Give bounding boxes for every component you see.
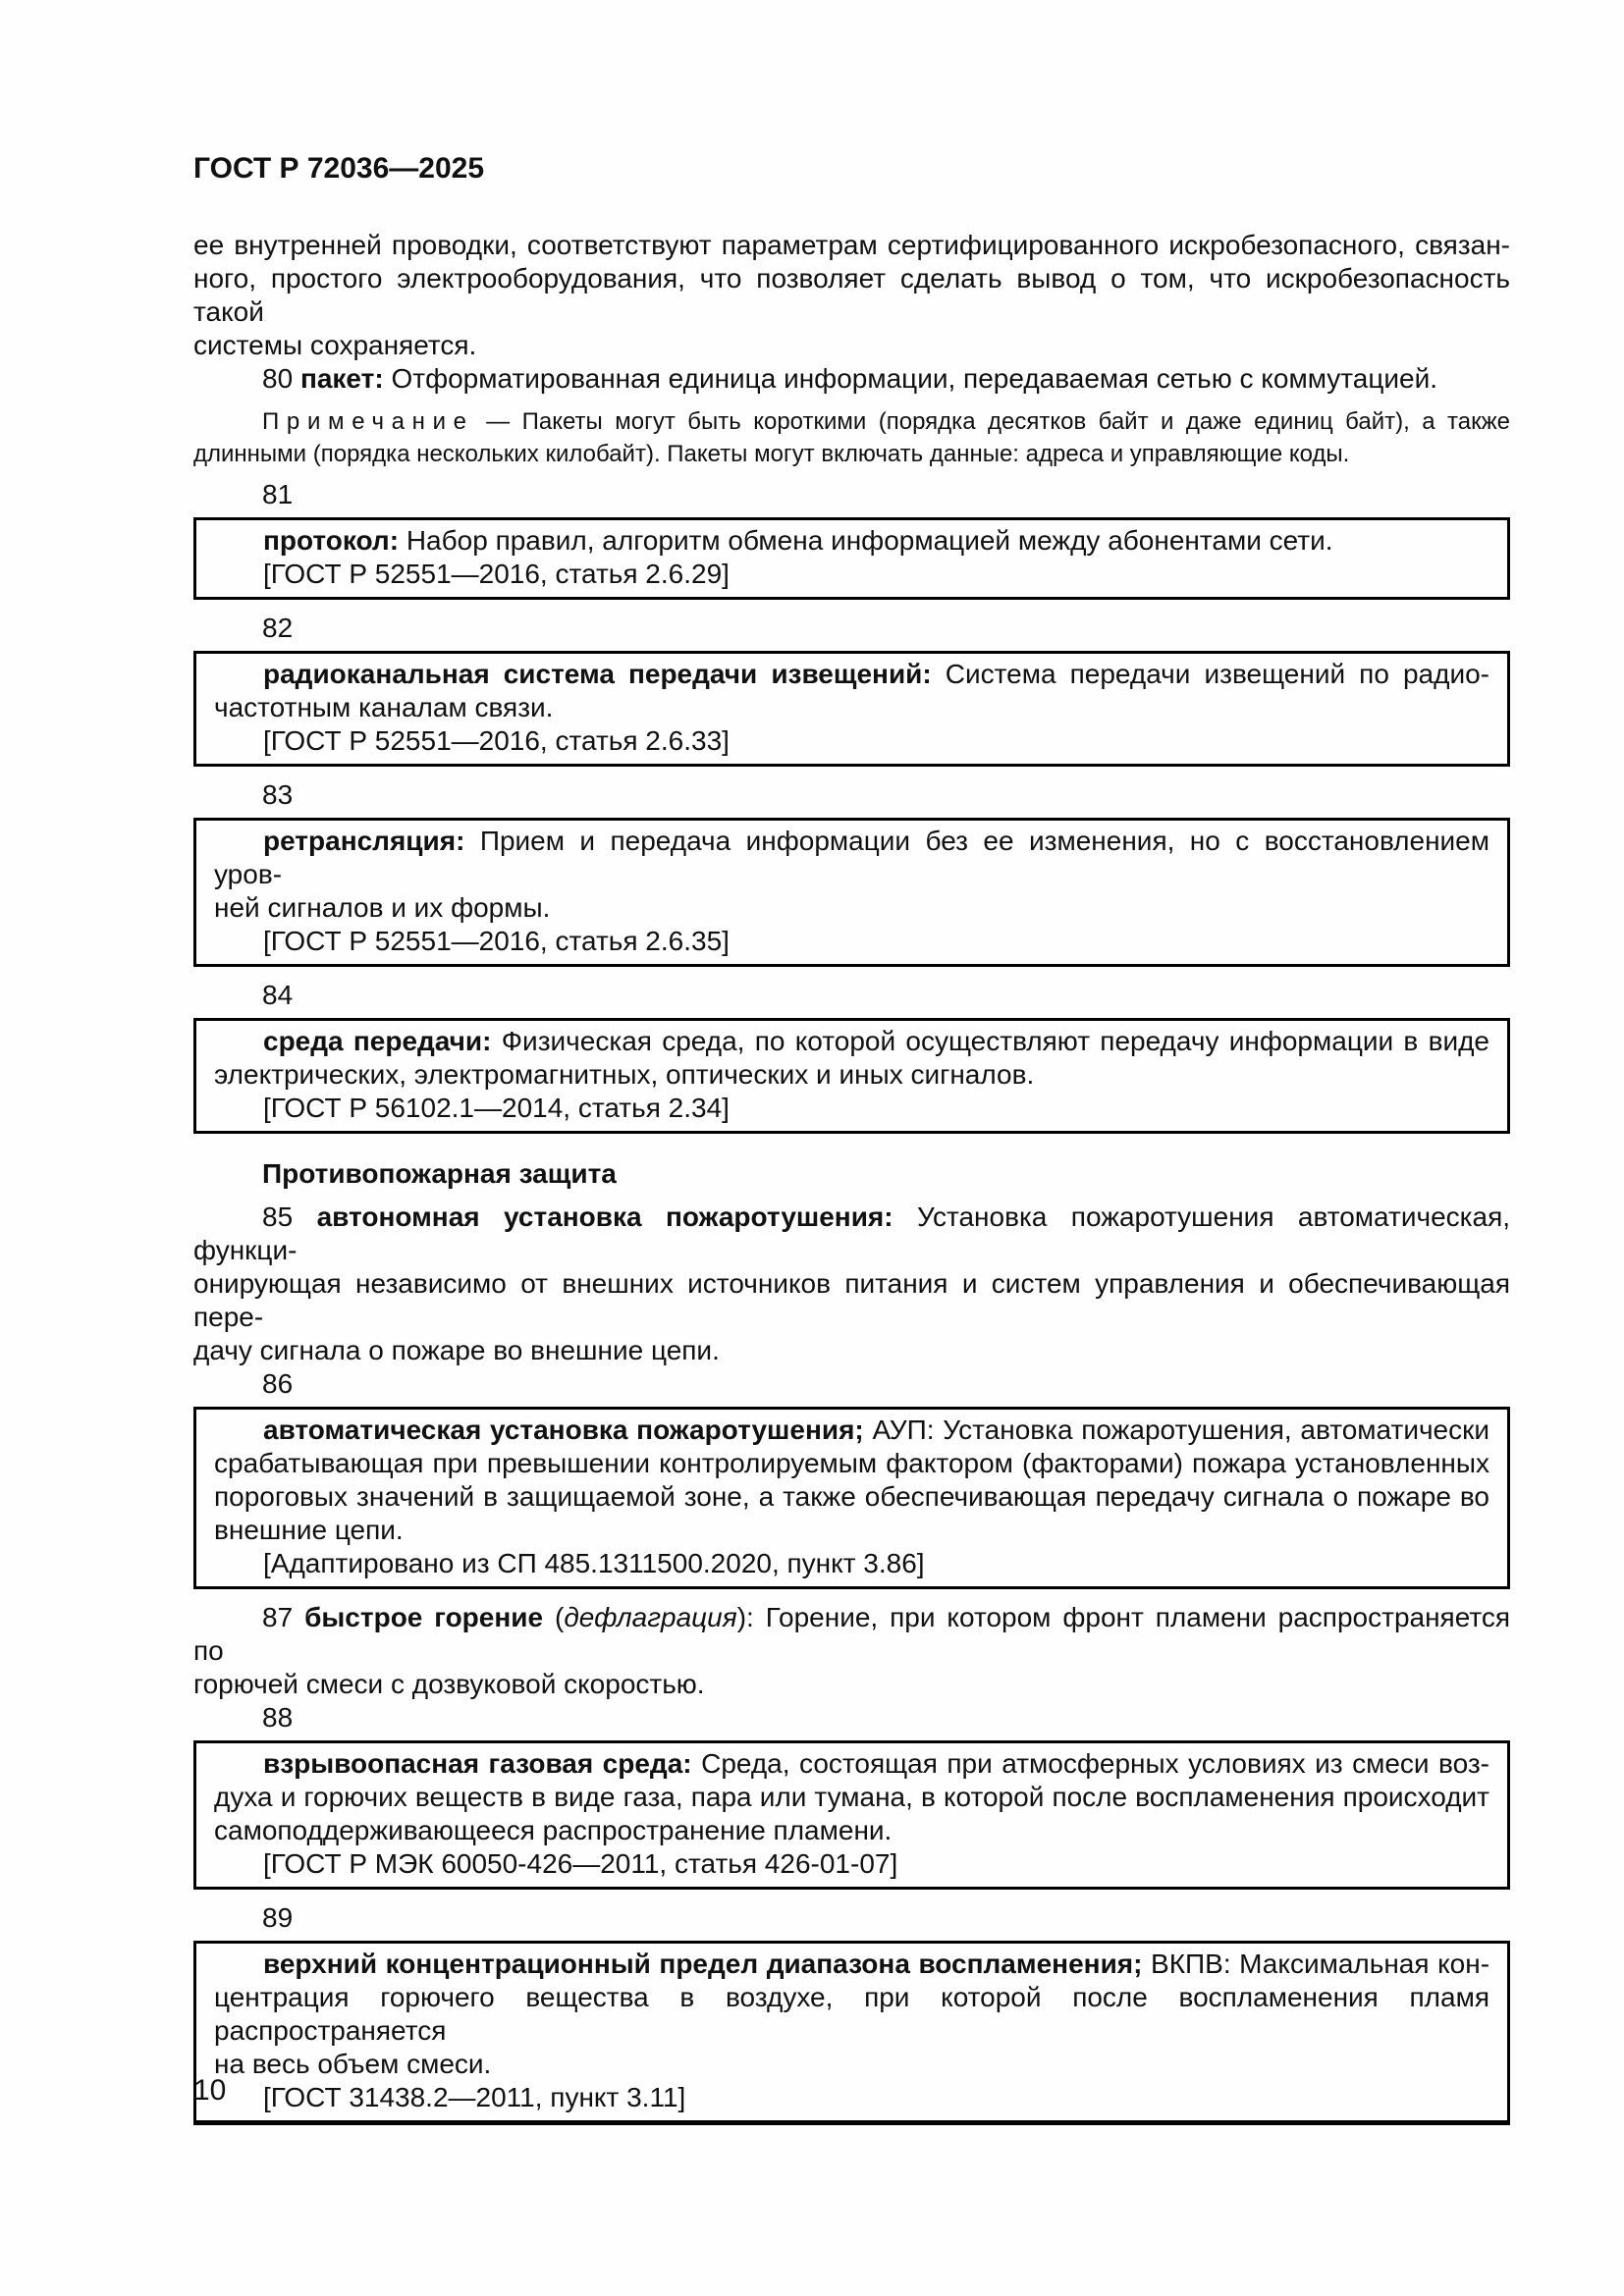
box-source: [ГОСТ Р 52551—2016, статья 2.6.33] [263, 725, 730, 756]
definition-box-83 [193, 818, 1510, 967]
term-item-80 [193, 362, 1510, 396]
term-number: 80 [262, 363, 294, 394]
box-definition-line: ней сигналов и их формы. [214, 892, 551, 923]
box-term-line [214, 658, 1489, 691]
term-name: быстрое горение [304, 1602, 544, 1632]
paragraph-line: системы сохраняется. [193, 330, 477, 360]
section-heading: Противопожарная защита [262, 1158, 617, 1189]
definition-box-82 [193, 651, 1510, 767]
term-item-87 [193, 1601, 1510, 1701]
box-source: [ГОСТ Р 52551—2016, статья 2.6.29] [263, 559, 730, 589]
term-definition: АУП: Установка пожаротушения, автоматически [872, 1415, 1490, 1445]
term-number-83: 83 [262, 779, 294, 810]
term-name: протокол: [263, 525, 400, 556]
box-source: [ГОСТ Р МЭК 60050-426—2011, статья 426-01-07] [263, 1848, 898, 1879]
term-name: радиоканальная система передачи извещений: [263, 659, 932, 689]
paragraph-line [193, 1201, 1510, 1267]
definition-box-81 [193, 517, 1510, 600]
definition-box-86 [193, 1407, 1510, 1589]
term-definition: Горение, при котором фронт пламени распространяется по [193, 1602, 1511, 1666]
term-name: среда передачи: [263, 1026, 492, 1056]
box-term-line [214, 1414, 1489, 1447]
term-definition: Физическая среда, по которой осуществляют передачу информации в виде [501, 1026, 1490, 1056]
paragraph-line: ее внутренней проводки, соответствуют параметрам сертифицированного искробезопасного, связан- [193, 230, 1510, 260]
paragraph-line: ного, простого электрооборудования, что позволяет сделать вывод о том, что искробезопасность такой [193, 263, 1510, 327]
term-name: автономная установка пожаротушения: [316, 1201, 893, 1232]
term-name: пакет: [299, 363, 384, 394]
term-name: верхний концентрационный предел диапазона воспламенения; [263, 1949, 1143, 1979]
box-term-line [214, 1025, 1489, 1058]
synonym-paren: ): [736, 1602, 754, 1632]
box-definition-line: на весь объем смеси. [214, 2049, 492, 2079]
term-name: ретрансляция: [263, 826, 465, 856]
box-term-line [214, 524, 1489, 558]
note-line: длинными (порядка нескольких килобайт). Пакеты могут включать данные: адреса и управляющие коды. [193, 441, 1350, 467]
term-name: взрывоопасная газовая среда: [263, 1748, 692, 1779]
box-definition-line: пороговых значений в защищаемой зоне, а также обеспечивающая передачу сигнала о пожаре во [214, 1481, 1489, 1512]
term-number-88: 88 [262, 1702, 294, 1733]
box-definition-line: самоподдерживающееся распространение пламени. [214, 1815, 893, 1845]
running-header: ГОСТ Р 72036—2025 [193, 152, 485, 185]
box-term-line [214, 1948, 1489, 1981]
term-definition: Система передачи извещений по радио- [945, 659, 1489, 689]
term-number-84: 84 [262, 980, 294, 1010]
term-number-86: 86 [262, 1368, 294, 1399]
paragraph-line [193, 1601, 1510, 1668]
box-source: [ГОСТ 31438.2—2011, пункт 3.11] [263, 2082, 686, 2112]
page-number: 10 [193, 2074, 227, 2107]
definition-box-84 [193, 1018, 1510, 1134]
term-number-82: 82 [262, 613, 294, 643]
term-definition: ВКПВ: Максимальная кон- [1151, 1949, 1490, 1979]
box-definition-line: электрических, электромагнитных, оптических и иных сигналов. [214, 1059, 1035, 1090]
definition-box-89 [193, 1941, 1510, 2125]
box-source: [ГОСТ Р 56102.1—2014, статья 2.34] [263, 1093, 730, 1123]
box-definition-line: внешние цепи. [214, 1515, 404, 1545]
note-label: Примечание [262, 408, 474, 435]
intro-paragraph [193, 229, 1510, 362]
term-name: автоматическая установка пожаротушения; [263, 1415, 864, 1445]
term-number-89: 89 [262, 1902, 294, 1933]
term-definition: Отформатированная единица информации, передаваемая сетью с коммутацией. [391, 363, 1438, 394]
note-text: — Пакеты могут быть короткими (порядка десятков байт и даже единиц байт), а также [486, 408, 1510, 435]
term-definition: Прием и передача информации без ее изменения, но с восстановлением уров- [214, 826, 1490, 889]
term-synonym: дефлаграция [564, 1602, 737, 1632]
paragraph-line: онирующая независимо от внешних источников питания и систем управления и обеспечивающая пере- [193, 1268, 1510, 1332]
term-number: 85 [262, 1201, 294, 1232]
term-number: 87 [262, 1602, 294, 1632]
note-line [193, 405, 1510, 438]
box-definition-line: духа и горючих веществ в виде газа, пара или тумана, в которой после воспламенения происходит [214, 1782, 1489, 1812]
term-definition: Набор правил, алгоритм обмена информацией между абонентами сети. [406, 525, 1333, 556]
term-item-85 [193, 1201, 1510, 1367]
box-term-line [214, 1747, 1489, 1781]
box-source: [Адаптировано из СП 485.1311500.2020, пункт 3.86] [263, 1548, 925, 1578]
synonym-paren: ( [555, 1602, 565, 1632]
term-definition: Установка пожаротушения автоматическая, функци- [193, 1201, 1511, 1265]
box-definition-line: центрация горючего вещества в воздухе, при которой после воспламенения пламя распространяется [214, 1982, 1489, 2046]
paragraph-line: дачу сигнала о пожаре во внешние цепи. [193, 1335, 720, 1365]
box-term-line [214, 825, 1489, 891]
box-source: [ГОСТ Р 52551—2016, статья 2.6.35] [263, 926, 730, 956]
term-number-81: 81 [262, 479, 294, 509]
box-definition-line: срабатывающая при превышении контролируемым фактором (факторами) пожара установленных [214, 1448, 1489, 1478]
definition-box-88 [193, 1740, 1510, 1890]
box-definition-line: частотным каналам связи. [214, 692, 554, 722]
term-definition: Среда, состоящая при атмосферных условиях из смеси воз- [701, 1748, 1490, 1779]
paragraph-line: горючей смеси с дозвуковой скоростью. [193, 1669, 705, 1699]
note-block [193, 405, 1510, 470]
